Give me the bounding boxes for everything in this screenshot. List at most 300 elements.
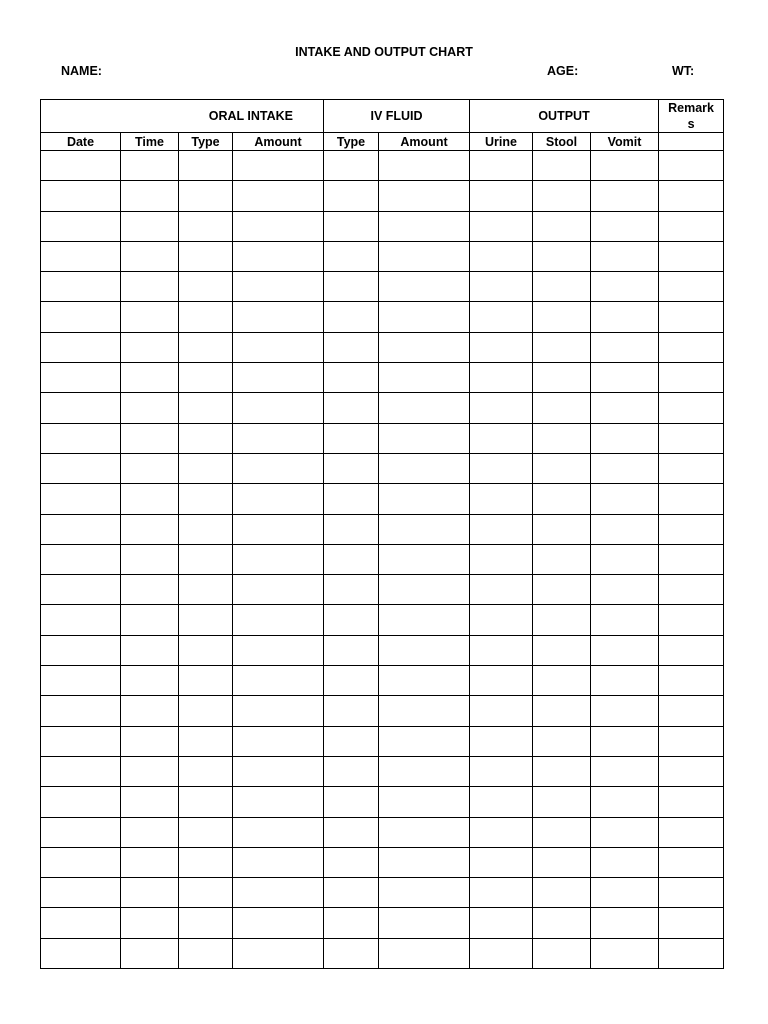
table-cell[interactable] bbox=[41, 302, 121, 332]
table-cell[interactable] bbox=[121, 756, 179, 786]
table-cell[interactable] bbox=[324, 514, 379, 544]
table-cell[interactable] bbox=[121, 817, 179, 847]
table-cell[interactable] bbox=[591, 938, 659, 968]
table-cell[interactable] bbox=[470, 908, 533, 938]
table-cell[interactable] bbox=[121, 635, 179, 665]
table-cell[interactable] bbox=[233, 272, 324, 302]
table-cell[interactable] bbox=[179, 817, 233, 847]
table-cell[interactable] bbox=[659, 514, 724, 544]
table-cell[interactable] bbox=[659, 453, 724, 483]
table-cell[interactable] bbox=[324, 605, 379, 635]
table-cell[interactable] bbox=[41, 423, 121, 453]
table-cell[interactable] bbox=[324, 484, 379, 514]
table-row bbox=[41, 544, 724, 574]
table-cell[interactable] bbox=[324, 393, 379, 423]
table-cell[interactable] bbox=[121, 423, 179, 453]
table-cell[interactable] bbox=[41, 544, 121, 574]
table-cell[interactable] bbox=[121, 241, 179, 271]
table-cell[interactable] bbox=[659, 544, 724, 574]
table-cell[interactable] bbox=[591, 181, 659, 211]
table-cell[interactable] bbox=[533, 181, 591, 211]
table-cell[interactable] bbox=[379, 302, 470, 332]
table-cell[interactable] bbox=[41, 605, 121, 635]
table-cell[interactable] bbox=[659, 302, 724, 332]
table-row bbox=[41, 241, 724, 271]
table-cell[interactable] bbox=[233, 514, 324, 544]
table-cell[interactable] bbox=[41, 847, 121, 877]
col-oral-type: Type bbox=[179, 133, 233, 151]
table-cell[interactable] bbox=[591, 453, 659, 483]
table-cell[interactable] bbox=[470, 393, 533, 423]
table-row bbox=[41, 666, 724, 696]
table-cell[interactable] bbox=[659, 696, 724, 726]
table-cell[interactable] bbox=[379, 453, 470, 483]
table-cell[interactable] bbox=[179, 181, 233, 211]
table-cell[interactable] bbox=[121, 484, 179, 514]
table-cell[interactable] bbox=[470, 787, 533, 817]
table-cell[interactable] bbox=[121, 696, 179, 726]
table-row bbox=[41, 151, 724, 181]
table-cell[interactable] bbox=[533, 817, 591, 847]
table-cell[interactable] bbox=[121, 908, 179, 938]
table-cell[interactable] bbox=[233, 666, 324, 696]
table-cell[interactable] bbox=[41, 332, 121, 362]
table-cell[interactable] bbox=[659, 423, 724, 453]
table-cell[interactable] bbox=[659, 484, 724, 514]
table-row bbox=[41, 605, 724, 635]
table-cell[interactable] bbox=[591, 484, 659, 514]
table-cell[interactable] bbox=[179, 666, 233, 696]
table-cell[interactable] bbox=[533, 666, 591, 696]
table-cell[interactable] bbox=[659, 332, 724, 362]
table-body bbox=[41, 151, 724, 969]
table-cell[interactable] bbox=[41, 241, 121, 271]
table-cell[interactable] bbox=[591, 756, 659, 786]
table-cell[interactable] bbox=[470, 302, 533, 332]
table-cell[interactable] bbox=[121, 514, 179, 544]
table-cell[interactable] bbox=[179, 756, 233, 786]
table-row bbox=[41, 332, 724, 362]
table-cell[interactable] bbox=[591, 787, 659, 817]
table-cell[interactable] bbox=[41, 817, 121, 847]
table-cell[interactable] bbox=[41, 666, 121, 696]
table-cell[interactable] bbox=[379, 726, 470, 756]
table-cell[interactable] bbox=[324, 575, 379, 605]
table-cell[interactable] bbox=[324, 241, 379, 271]
table-cell[interactable] bbox=[379, 575, 470, 605]
table-cell[interactable] bbox=[591, 423, 659, 453]
table-cell[interactable] bbox=[121, 726, 179, 756]
table-cell[interactable] bbox=[41, 908, 121, 938]
table-cell[interactable] bbox=[533, 938, 591, 968]
table-cell[interactable] bbox=[324, 878, 379, 908]
table-cell[interactable] bbox=[121, 272, 179, 302]
table-cell[interactable] bbox=[233, 393, 324, 423]
table-row bbox=[41, 938, 724, 968]
table-cell[interactable] bbox=[591, 272, 659, 302]
table-cell[interactable] bbox=[533, 847, 591, 877]
table-cell[interactable] bbox=[659, 363, 724, 393]
table-cell[interactable] bbox=[324, 363, 379, 393]
table-cell[interactable] bbox=[591, 878, 659, 908]
table-cell[interactable] bbox=[659, 938, 724, 968]
table-cell[interactable] bbox=[179, 302, 233, 332]
table-row bbox=[41, 817, 724, 847]
table-cell[interactable] bbox=[533, 332, 591, 362]
table-cell[interactable] bbox=[533, 878, 591, 908]
table-cell[interactable] bbox=[470, 635, 533, 665]
table-cell[interactable] bbox=[659, 393, 724, 423]
table-cell[interactable] bbox=[379, 696, 470, 726]
table-cell[interactable] bbox=[659, 181, 724, 211]
table-cell[interactable] bbox=[379, 241, 470, 271]
table-cell[interactable] bbox=[324, 151, 379, 181]
table-cell[interactable] bbox=[591, 302, 659, 332]
table-cell[interactable] bbox=[179, 393, 233, 423]
table-row bbox=[41, 847, 724, 877]
table-cell[interactable] bbox=[591, 332, 659, 362]
table-cell[interactable] bbox=[41, 484, 121, 514]
table-cell[interactable] bbox=[591, 666, 659, 696]
table-row bbox=[41, 756, 724, 786]
table-cell[interactable] bbox=[121, 605, 179, 635]
chart-title: INTAKE AND OUTPUT CHART bbox=[295, 45, 473, 59]
table-cell[interactable] bbox=[179, 696, 233, 726]
table-cell[interactable] bbox=[470, 666, 533, 696]
table-cell[interactable] bbox=[470, 484, 533, 514]
intake-output-table bbox=[40, 99, 724, 969]
table-cell[interactable] bbox=[591, 726, 659, 756]
table-cell[interactable] bbox=[179, 544, 233, 574]
table-cell[interactable] bbox=[41, 635, 121, 665]
table-cell[interactable] bbox=[591, 393, 659, 423]
table-cell[interactable] bbox=[179, 878, 233, 908]
table-row bbox=[41, 575, 724, 605]
table-cell[interactable] bbox=[470, 544, 533, 574]
table-cell[interactable] bbox=[379, 332, 470, 362]
table-cell[interactable] bbox=[233, 696, 324, 726]
table-cell[interactable] bbox=[233, 241, 324, 271]
table-cell[interactable] bbox=[591, 363, 659, 393]
table-cell[interactable] bbox=[379, 635, 470, 665]
table-cell[interactable] bbox=[233, 544, 324, 574]
table-cell[interactable] bbox=[470, 878, 533, 908]
table-cell[interactable] bbox=[121, 363, 179, 393]
table-cell[interactable] bbox=[233, 211, 324, 241]
table-cell[interactable] bbox=[533, 756, 591, 786]
table-cell[interactable] bbox=[121, 302, 179, 332]
table-cell[interactable] bbox=[379, 363, 470, 393]
table-cell[interactable] bbox=[470, 514, 533, 544]
table-cell[interactable] bbox=[379, 938, 470, 968]
table-cell[interactable] bbox=[659, 605, 724, 635]
table-cell[interactable] bbox=[379, 817, 470, 847]
table-cell[interactable] bbox=[659, 151, 724, 181]
table-cell[interactable] bbox=[591, 241, 659, 271]
table-cell[interactable] bbox=[659, 241, 724, 271]
table-cell[interactable] bbox=[470, 726, 533, 756]
table-cell[interactable] bbox=[179, 423, 233, 453]
table-cell[interactable] bbox=[233, 181, 324, 211]
table-cell[interactable] bbox=[324, 635, 379, 665]
table-cell[interactable] bbox=[233, 938, 324, 968]
table-cell[interactable] bbox=[470, 575, 533, 605]
table-cell[interactable] bbox=[470, 756, 533, 786]
table-cell[interactable] bbox=[470, 605, 533, 635]
table-cell[interactable] bbox=[121, 847, 179, 877]
table-cell[interactable] bbox=[179, 605, 233, 635]
col-remarks bbox=[659, 133, 724, 151]
table-row bbox=[41, 726, 724, 756]
table-cell[interactable] bbox=[41, 756, 121, 786]
table-cell[interactable] bbox=[41, 575, 121, 605]
table-cell[interactable] bbox=[379, 211, 470, 241]
table-cell[interactable] bbox=[470, 241, 533, 271]
table-cell[interactable] bbox=[233, 756, 324, 786]
table-cell[interactable] bbox=[533, 453, 591, 483]
oral-intake-header: ORAL INTAKE bbox=[41, 100, 324, 133]
table-cell[interactable] bbox=[233, 787, 324, 817]
table-cell[interactable] bbox=[659, 878, 724, 908]
table-cell[interactable] bbox=[233, 908, 324, 938]
table-cell[interactable] bbox=[379, 514, 470, 544]
table-cell[interactable] bbox=[324, 726, 379, 756]
output-header: OUTPUT bbox=[470, 100, 659, 133]
table-cell[interactable] bbox=[659, 847, 724, 877]
table-cell[interactable] bbox=[179, 241, 233, 271]
table-cell[interactable] bbox=[41, 453, 121, 483]
table-cell[interactable] bbox=[533, 635, 591, 665]
table-cell[interactable] bbox=[533, 302, 591, 332]
table-cell[interactable] bbox=[233, 484, 324, 514]
table-cell[interactable] bbox=[659, 817, 724, 847]
table-cell[interactable] bbox=[41, 272, 121, 302]
table-cell[interactable] bbox=[121, 575, 179, 605]
table-cell[interactable] bbox=[659, 908, 724, 938]
table-cell[interactable] bbox=[121, 787, 179, 817]
table-cell[interactable] bbox=[379, 272, 470, 302]
table-cell[interactable] bbox=[179, 726, 233, 756]
table-cell[interactable] bbox=[659, 726, 724, 756]
table-cell[interactable] bbox=[41, 787, 121, 817]
table-cell[interactable] bbox=[379, 847, 470, 877]
table-cell[interactable] bbox=[591, 575, 659, 605]
table-cell[interactable] bbox=[591, 847, 659, 877]
table-cell[interactable] bbox=[470, 363, 533, 393]
table-cell[interactable] bbox=[324, 666, 379, 696]
table-cell[interactable] bbox=[179, 938, 233, 968]
table-cell[interactable] bbox=[233, 332, 324, 362]
table-cell[interactable] bbox=[121, 878, 179, 908]
table-cell[interactable] bbox=[470, 847, 533, 877]
table-cell[interactable] bbox=[533, 605, 591, 635]
table-cell[interactable] bbox=[591, 817, 659, 847]
table-cell[interactable] bbox=[379, 878, 470, 908]
table-cell[interactable] bbox=[379, 423, 470, 453]
table-cell[interactable] bbox=[533, 544, 591, 574]
table-cell[interactable] bbox=[233, 847, 324, 877]
table-cell[interactable] bbox=[233, 726, 324, 756]
table-cell[interactable] bbox=[233, 151, 324, 181]
table-cell[interactable] bbox=[41, 514, 121, 544]
table-cell[interactable] bbox=[233, 605, 324, 635]
table-cell[interactable] bbox=[470, 211, 533, 241]
table-cell[interactable] bbox=[121, 332, 179, 362]
table-cell[interactable] bbox=[179, 151, 233, 181]
table-cell[interactable] bbox=[591, 544, 659, 574]
table-row bbox=[41, 393, 724, 423]
table-cell[interactable] bbox=[533, 575, 591, 605]
table-cell[interactable] bbox=[121, 181, 179, 211]
table-cell[interactable] bbox=[470, 332, 533, 362]
table-cell[interactable] bbox=[591, 514, 659, 544]
table-cell[interactable] bbox=[533, 908, 591, 938]
table-cell[interactable] bbox=[324, 332, 379, 362]
table-cell[interactable] bbox=[470, 817, 533, 847]
table-row bbox=[41, 514, 724, 544]
table-cell[interactable] bbox=[41, 151, 121, 181]
table-cell[interactable] bbox=[121, 938, 179, 968]
weight-label: WT: bbox=[672, 64, 695, 78]
table-cell[interactable] bbox=[41, 938, 121, 968]
table-cell[interactable] bbox=[591, 211, 659, 241]
table-cell[interactable] bbox=[179, 514, 233, 544]
table-cell[interactable] bbox=[324, 938, 379, 968]
table-cell[interactable] bbox=[179, 908, 233, 938]
table-row bbox=[41, 272, 724, 302]
table-cell[interactable] bbox=[379, 756, 470, 786]
table-cell[interactable] bbox=[41, 363, 121, 393]
table-cell[interactable] bbox=[470, 151, 533, 181]
table-cell[interactable] bbox=[179, 363, 233, 393]
table-cell[interactable] bbox=[121, 544, 179, 574]
table-cell[interactable] bbox=[324, 787, 379, 817]
table-cell[interactable] bbox=[591, 696, 659, 726]
table-cell[interactable] bbox=[659, 272, 724, 302]
table-cell[interactable] bbox=[233, 817, 324, 847]
age-label: AGE: bbox=[547, 64, 579, 78]
table-cell[interactable] bbox=[470, 696, 533, 726]
table-cell[interactable] bbox=[533, 696, 591, 726]
table-cell[interactable] bbox=[121, 151, 179, 181]
table-cell[interactable] bbox=[233, 575, 324, 605]
table-cell[interactable] bbox=[379, 605, 470, 635]
table-cell[interactable] bbox=[233, 878, 324, 908]
table-cell[interactable] bbox=[179, 272, 233, 302]
table-cell[interactable] bbox=[533, 211, 591, 241]
table-cell[interactable] bbox=[179, 847, 233, 877]
table-cell[interactable] bbox=[379, 787, 470, 817]
table-cell[interactable] bbox=[470, 272, 533, 302]
table-cell[interactable] bbox=[533, 393, 591, 423]
col-date: Date bbox=[41, 133, 121, 151]
table-cell[interactable] bbox=[379, 151, 470, 181]
table-cell[interactable] bbox=[470, 423, 533, 453]
table-cell[interactable] bbox=[41, 696, 121, 726]
table-cell[interactable] bbox=[41, 726, 121, 756]
table-cell[interactable] bbox=[379, 484, 470, 514]
table-cell[interactable] bbox=[324, 756, 379, 786]
table-cell[interactable] bbox=[179, 453, 233, 483]
table-cell[interactable] bbox=[233, 423, 324, 453]
table-cell[interactable] bbox=[324, 211, 379, 241]
table-cell[interactable] bbox=[41, 181, 121, 211]
table-cell[interactable] bbox=[179, 332, 233, 362]
table-cell[interactable] bbox=[533, 787, 591, 817]
table-cell[interactable] bbox=[533, 151, 591, 181]
table-cell[interactable] bbox=[233, 453, 324, 483]
table-cell[interactable] bbox=[324, 453, 379, 483]
table-cell[interactable] bbox=[470, 453, 533, 483]
table-cell[interactable] bbox=[470, 938, 533, 968]
table-row bbox=[41, 423, 724, 453]
table-cell[interactable] bbox=[533, 514, 591, 544]
table-cell[interactable] bbox=[179, 484, 233, 514]
table-cell[interactable] bbox=[591, 635, 659, 665]
table-cell[interactable] bbox=[533, 484, 591, 514]
table-cell[interactable] bbox=[659, 211, 724, 241]
table-cell[interactable] bbox=[379, 908, 470, 938]
table-cell[interactable] bbox=[591, 151, 659, 181]
table-cell[interactable] bbox=[121, 211, 179, 241]
table-cell[interactable] bbox=[324, 423, 379, 453]
table-cell[interactable] bbox=[659, 756, 724, 786]
table-cell[interactable] bbox=[659, 666, 724, 696]
table-cell[interactable] bbox=[121, 666, 179, 696]
table-cell[interactable] bbox=[324, 302, 379, 332]
table-cell[interactable] bbox=[591, 605, 659, 635]
table-cell[interactable] bbox=[659, 575, 724, 605]
table-cell[interactable] bbox=[324, 696, 379, 726]
table-cell[interactable] bbox=[41, 211, 121, 241]
table-cell[interactable] bbox=[379, 181, 470, 211]
table-cell[interactable] bbox=[179, 635, 233, 665]
table-cell[interactable] bbox=[533, 272, 591, 302]
table-cell[interactable] bbox=[533, 241, 591, 271]
table-cell[interactable] bbox=[179, 787, 233, 817]
table-row bbox=[41, 453, 724, 483]
table-row bbox=[41, 302, 724, 332]
col-stool: Stool bbox=[533, 133, 591, 151]
table-cell[interactable] bbox=[659, 787, 724, 817]
table-cell[interactable] bbox=[533, 423, 591, 453]
table-cell[interactable] bbox=[324, 181, 379, 211]
table-cell[interactable] bbox=[41, 393, 121, 423]
table-cell[interactable] bbox=[121, 453, 179, 483]
table-cell[interactable] bbox=[41, 878, 121, 908]
table-row bbox=[41, 908, 724, 938]
table-cell[interactable] bbox=[591, 908, 659, 938]
table-cell[interactable] bbox=[470, 181, 533, 211]
table-cell[interactable] bbox=[324, 272, 379, 302]
table-cell[interactable] bbox=[324, 908, 379, 938]
table-cell[interactable] bbox=[379, 666, 470, 696]
table-cell[interactable] bbox=[379, 393, 470, 423]
table-cell[interactable] bbox=[324, 817, 379, 847]
table-cell[interactable] bbox=[659, 635, 724, 665]
table-cell[interactable] bbox=[324, 544, 379, 574]
table-cell[interactable] bbox=[324, 847, 379, 877]
table-cell[interactable] bbox=[533, 363, 591, 393]
table-cell[interactable] bbox=[233, 635, 324, 665]
table-cell[interactable] bbox=[179, 211, 233, 241]
table-cell[interactable] bbox=[379, 544, 470, 574]
table-cell[interactable] bbox=[121, 393, 179, 423]
table-cell[interactable] bbox=[179, 575, 233, 605]
table-cell[interactable] bbox=[533, 726, 591, 756]
table-cell[interactable] bbox=[233, 363, 324, 393]
table-cell[interactable] bbox=[233, 302, 324, 332]
